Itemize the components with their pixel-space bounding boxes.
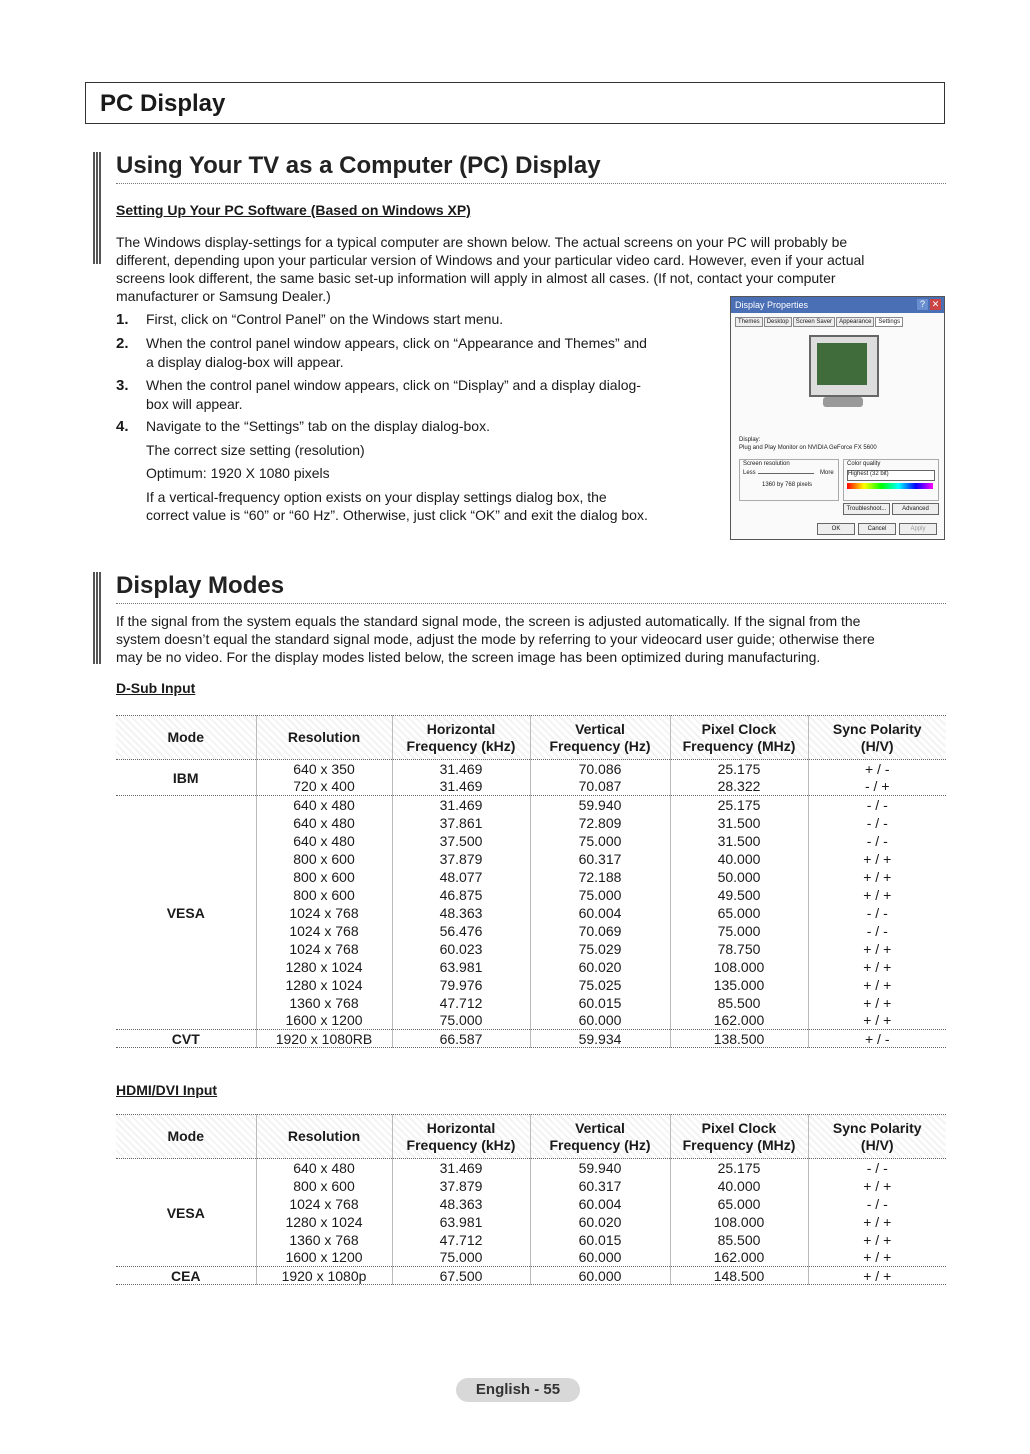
step-number: 2. — [116, 335, 129, 352]
vertical-cell: 60.317 — [530, 1177, 670, 1195]
mode-cell: VESA — [116, 1159, 256, 1267]
pixel-clock-cell: 138.500 — [670, 1030, 808, 1048]
section-bar — [93, 152, 102, 264]
resolution-cell: 1360 x 768 — [256, 994, 392, 1012]
header-vertical: Vertical Frequency (Hz) — [530, 716, 670, 760]
pixel-clock-cell: 162.000 — [670, 1012, 808, 1030]
pixel-clock-cell: 108.000 — [670, 1213, 808, 1231]
resolution-slider — [758, 473, 814, 474]
pixel-clock-cell: 148.500 — [670, 1267, 808, 1285]
vertical-cell: 60.015 — [530, 1231, 670, 1249]
color-quality-select: Highest (32 bit) — [847, 470, 935, 481]
mode-cell: CEA — [116, 1267, 256, 1285]
horizontal-cell: 37.500 — [392, 832, 530, 850]
sync-cell: + / + — [808, 886, 946, 904]
close-icon: ✕ — [931, 299, 940, 309]
horizontal-cell: 75.000 — [392, 1249, 530, 1267]
monitor-stand — [823, 397, 863, 407]
page-number: English - 55 — [456, 1378, 580, 1402]
pixel-clock-cell: 162.000 — [670, 1249, 808, 1267]
vertical-cell: 75.025 — [530, 976, 670, 994]
vertical-cell: 60.020 — [530, 958, 670, 976]
resolution-cell: 800 x 600 — [256, 868, 392, 886]
resolution-cell: 1600 x 1200 — [256, 1012, 392, 1030]
horizontal-cell: 31.469 — [392, 1159, 530, 1177]
horizontal-cell: 37.861 — [392, 814, 530, 832]
pixel-clock-cell: 49.500 — [670, 886, 808, 904]
pixel-clock-cell: 40.000 — [670, 850, 808, 868]
resolution-cell: 1920 x 1080RB — [256, 1030, 392, 1048]
sync-cell: + / + — [808, 994, 946, 1012]
section-rule — [116, 183, 946, 184]
resolution-value: 1360 by 768 pixels — [762, 482, 813, 488]
hdmi-mode-table — [116, 1114, 946, 1285]
header-horizontal: Horizontal Frequency (kHz) — [392, 716, 530, 760]
vertical-cell: 72.809 — [530, 814, 670, 832]
tab-themes: Themes — [735, 317, 763, 327]
horizontal-cell: 31.469 — [392, 778, 530, 796]
header-resolution: Resolution — [256, 716, 392, 760]
pixel-clock-cell: 25.175 — [670, 796, 808, 814]
vertical-cell: 60.000 — [530, 1012, 670, 1030]
screen-resolution-group — [739, 459, 839, 501]
table-row — [116, 1159, 946, 1177]
resolution-cell: 640 x 480 — [256, 796, 392, 814]
vertical-cell: 60.004 — [530, 1195, 670, 1213]
sync-cell: + / + — [808, 868, 946, 886]
pixel-clock-cell: 28.322 — [670, 778, 808, 796]
header-sync-polarity: Sync Polarity (H/V) — [808, 716, 946, 760]
step-text: box will appear. — [146, 396, 243, 412]
step-number: 4. — [116, 418, 129, 435]
sync-cell: + / - — [808, 760, 946, 778]
intro-line: may be no video. For the display modes listed below, the screen image has been optimized during manufacturing. — [116, 649, 821, 665]
intro-line: If the signal from the system equals the standard signal mode, the screen is adjusted automatically. If the signal from the — [116, 613, 861, 629]
horizontal-cell: 37.879 — [392, 1177, 530, 1195]
note-resolution: The correct size setting (resolution) — [146, 442, 365, 458]
more-label: More — [820, 470, 834, 476]
sync-cell: - / - — [808, 796, 946, 814]
step-text: a display dialog-box will appear. — [146, 354, 344, 370]
resolution-cell: 800 x 600 — [256, 1177, 392, 1195]
horizontal-cell: 63.981 — [392, 1213, 530, 1231]
color-bar — [847, 483, 933, 489]
resolution-cell: 800 x 600 — [256, 886, 392, 904]
horizontal-cell: 66.587 — [392, 1030, 530, 1048]
sync-cell: - / - — [808, 904, 946, 922]
vertical-cell: 59.940 — [530, 1159, 670, 1177]
pixel-clock-cell: 85.500 — [670, 994, 808, 1012]
step-3 — [116, 376, 641, 413]
table-header-row — [116, 716, 946, 760]
step-2 — [116, 334, 647, 371]
resolution-cell: 1024 x 768 — [256, 904, 392, 922]
sync-cell: + / + — [808, 940, 946, 958]
pixel-clock-cell: 108.000 — [670, 958, 808, 976]
header-pixel-clock: Pixel Clock Frequency (MHz) — [670, 1115, 808, 1159]
pixel-clock-cell: 135.000 — [670, 976, 808, 994]
tab-desktop: Desktop — [764, 317, 792, 327]
pixel-clock-cell: 31.500 — [670, 832, 808, 850]
sync-cell: + / + — [808, 850, 946, 868]
cancel-button: Cancel — [858, 523, 896, 535]
troubleshoot-button: Troubleshoot... — [843, 503, 890, 515]
header-mode: Mode — [116, 1115, 256, 1159]
section-title-pc: Using Your TV as a Computer (PC) Display — [116, 152, 601, 179]
horizontal-cell: 79.976 — [392, 976, 530, 994]
pixel-clock-cell: 85.500 — [670, 1231, 808, 1249]
mode-cell: CVT — [116, 1030, 256, 1048]
note-line: If a vertical-frequency option exists on your display settings dialog box, the — [146, 489, 607, 505]
vertical-cell: 70.087 — [530, 778, 670, 796]
resolution-cell: 1360 x 768 — [256, 1231, 392, 1249]
modes-intro — [116, 612, 946, 666]
tab-screen-saver: Screen Saver — [793, 317, 835, 327]
pixel-clock-cell: 25.175 — [670, 1159, 808, 1177]
resolution-cell: 1280 x 1024 — [256, 976, 392, 994]
step-number: 1. — [116, 311, 129, 328]
vertical-cell: 60.000 — [530, 1267, 670, 1285]
sync-cell: - / - — [808, 1195, 946, 1213]
table-row — [116, 796, 946, 814]
page-title: PC Display — [100, 90, 226, 117]
ok-button: OK — [817, 523, 855, 535]
resolution-cell: 640 x 480 — [256, 832, 392, 850]
header-resolution: Resolution — [256, 1115, 392, 1159]
vertical-cell: 72.188 — [530, 868, 670, 886]
vertical-cell: 75.000 — [530, 886, 670, 904]
header-sync-polarity: Sync Polarity (H/V) — [808, 1115, 946, 1159]
pixel-clock-cell: 78.750 — [670, 940, 808, 958]
pixel-clock-cell: 31.500 — [670, 814, 808, 832]
vertical-cell: 60.317 — [530, 850, 670, 868]
pixel-clock-cell: 65.000 — [670, 904, 808, 922]
vertical-cell: 60.015 — [530, 994, 670, 1012]
sync-cell: + / + — [808, 1231, 946, 1249]
resolution-cell: 720 x 400 — [256, 778, 392, 796]
apply-button: Apply — [899, 523, 937, 535]
note-optimum: Optimum: 1920 X 1080 pixels — [146, 465, 330, 481]
sync-cell: + / + — [808, 976, 946, 994]
sync-cell: + / + — [808, 1012, 946, 1030]
hdmi-input-label: HDMI/DVI Input — [116, 1082, 218, 1098]
section-title-modes: Display Modes — [116, 572, 285, 599]
sync-cell: + / + — [808, 1213, 946, 1231]
section-bar — [93, 572, 102, 664]
less-label: Less — [743, 470, 756, 476]
pixel-clock-cell: 65.000 — [670, 1195, 808, 1213]
advanced-button: Advanced — [892, 503, 939, 515]
horizontal-cell: 47.712 — [392, 1231, 530, 1249]
horizontal-cell: 37.879 — [392, 850, 530, 868]
intro-line: system doesn’t equal the standard signal mode, adjust the mode by referring to your videocard user guide; otherwise there — [116, 631, 875, 647]
table-row — [116, 1030, 946, 1048]
pixel-clock-cell: 40.000 — [670, 1177, 808, 1195]
horizontal-cell: 60.023 — [392, 940, 530, 958]
step-1 — [116, 310, 503, 329]
vertical-cell: 75.000 — [530, 832, 670, 850]
horizontal-cell: 31.469 — [392, 796, 530, 814]
tab-settings: Settings — [875, 317, 903, 327]
section-rule — [116, 603, 946, 604]
intro-line: The Windows display-settings for a typical computer are shown below. The actual screens on your PC will probably be — [116, 234, 848, 250]
vertical-cell: 60.000 — [530, 1249, 670, 1267]
horizontal-cell: 47.712 — [392, 994, 530, 1012]
note-line: correct value is “60” or “60 Hz”. Otherwise, just click “OK” and exit the dialog box. — [146, 507, 648, 523]
vertical-cell: 70.086 — [530, 760, 670, 778]
table-row — [116, 760, 946, 778]
sync-cell: + / + — [808, 958, 946, 976]
sync-cell: + / + — [808, 1177, 946, 1195]
sync-cell: - / - — [808, 814, 946, 832]
step-text: First, click on “Control Panel” on the Windows start menu. — [146, 311, 504, 327]
help-icon: ? — [917, 299, 928, 310]
header-pixel-clock: Pixel Clock Frequency (MHz) — [670, 716, 808, 760]
dsub-mode-table — [116, 715, 946, 1048]
step-4 — [116, 417, 490, 436]
horizontal-cell: 48.363 — [392, 904, 530, 922]
resolution-cell: 1920 x 1080p — [256, 1267, 392, 1285]
horizontal-cell: 67.500 — [392, 1267, 530, 1285]
horizontal-cell: 46.875 — [392, 886, 530, 904]
resolution-cell: 800 x 600 — [256, 850, 392, 868]
pixel-clock-cell: 25.175 — [670, 760, 808, 778]
table-header-row — [116, 1115, 946, 1159]
pixel-clock-cell: 50.000 — [670, 868, 808, 886]
subheading-software: Setting Up Your PC Software (Based on Windows XP) — [116, 202, 471, 218]
display-properties-dialog — [730, 296, 945, 540]
resolution-cell: 640 x 350 — [256, 760, 392, 778]
color-quality-label: Color quality — [847, 461, 881, 467]
vertical-cell: 60.020 — [530, 1213, 670, 1231]
sync-cell: - / - — [808, 832, 946, 850]
vertical-cell: 70.069 — [530, 922, 670, 940]
sync-cell: - / + — [808, 778, 946, 796]
intro-line: manufacturer or Samsung Dealer.) — [116, 288, 331, 304]
color-quality-group — [843, 459, 939, 501]
header-vertical: Vertical Frequency (Hz) — [530, 1115, 670, 1159]
dialog-tabs — [735, 317, 903, 327]
intro-paragraph — [116, 233, 946, 305]
note-frequency — [146, 488, 648, 524]
intro-line: screens look different, the same basic set-up information will apply in almost all cases. (If not, contact your computer — [116, 270, 836, 286]
dsub-input-label: D-Sub Input — [116, 680, 196, 696]
resolution-cell: 1024 x 768 — [256, 1195, 392, 1213]
step-text: When the control panel window appears, click on “Display” and a display dialog- — [146, 377, 641, 393]
tab-appearance: Appearance — [836, 317, 874, 327]
resolution-cell: 1024 x 768 — [256, 922, 392, 940]
step-text: Navigate to the “Settings” tab on the display dialog-box. — [146, 418, 490, 434]
vertical-cell: 59.940 — [530, 796, 670, 814]
horizontal-cell: 48.363 — [392, 1195, 530, 1213]
sync-cell: + / + — [808, 1267, 946, 1285]
vertical-cell: 75.029 — [530, 940, 670, 958]
sync-cell: + / - — [808, 1030, 946, 1048]
sync-cell: - / - — [808, 922, 946, 940]
vertical-cell: 60.004 — [530, 904, 670, 922]
resolution-cell: 1280 x 1024 — [256, 1213, 392, 1231]
step-text: When the control panel window appears, click on “Appearance and Themes” and — [146, 335, 647, 351]
table-row — [116, 1267, 946, 1285]
horizontal-cell: 63.981 — [392, 958, 530, 976]
resolution-cell: 1024 x 768 — [256, 940, 392, 958]
mode-cell: VESA — [116, 796, 256, 1030]
header-mode: Mode — [116, 716, 256, 760]
horizontal-cell: 48.077 — [392, 868, 530, 886]
horizontal-cell: 31.469 — [392, 760, 530, 778]
header-horizontal: Horizontal Frequency (kHz) — [392, 1115, 530, 1159]
horizontal-cell: 56.476 — [392, 922, 530, 940]
sync-cell: - / - — [808, 1159, 946, 1177]
sync-cell: + / + — [808, 1249, 946, 1267]
dialog-title: Display Properties — [731, 297, 944, 313]
vertical-cell: 59.934 — [530, 1030, 670, 1048]
monitor-icon — [809, 335, 879, 397]
display-label: Display: — [739, 437, 761, 443]
resolution-cell: 640 x 480 — [256, 814, 392, 832]
mode-cell: IBM — [116, 760, 256, 796]
display-value: Plug and Play Monitor on NVIDIA GeForce FX 5600 — [739, 445, 877, 451]
intro-line: different, depending upon your particular version of Windows and your particular video card. However, even if your actual — [116, 252, 865, 268]
resolution-cell: 640 x 480 — [256, 1159, 392, 1177]
pixel-clock-cell: 75.000 — [670, 922, 808, 940]
step-number: 3. — [116, 377, 129, 394]
horizontal-cell: 75.000 — [392, 1012, 530, 1030]
resolution-cell: 1280 x 1024 — [256, 958, 392, 976]
resolution-cell: 1600 x 1200 — [256, 1249, 392, 1267]
screen-resolution-label: Screen resolution — [743, 461, 790, 467]
